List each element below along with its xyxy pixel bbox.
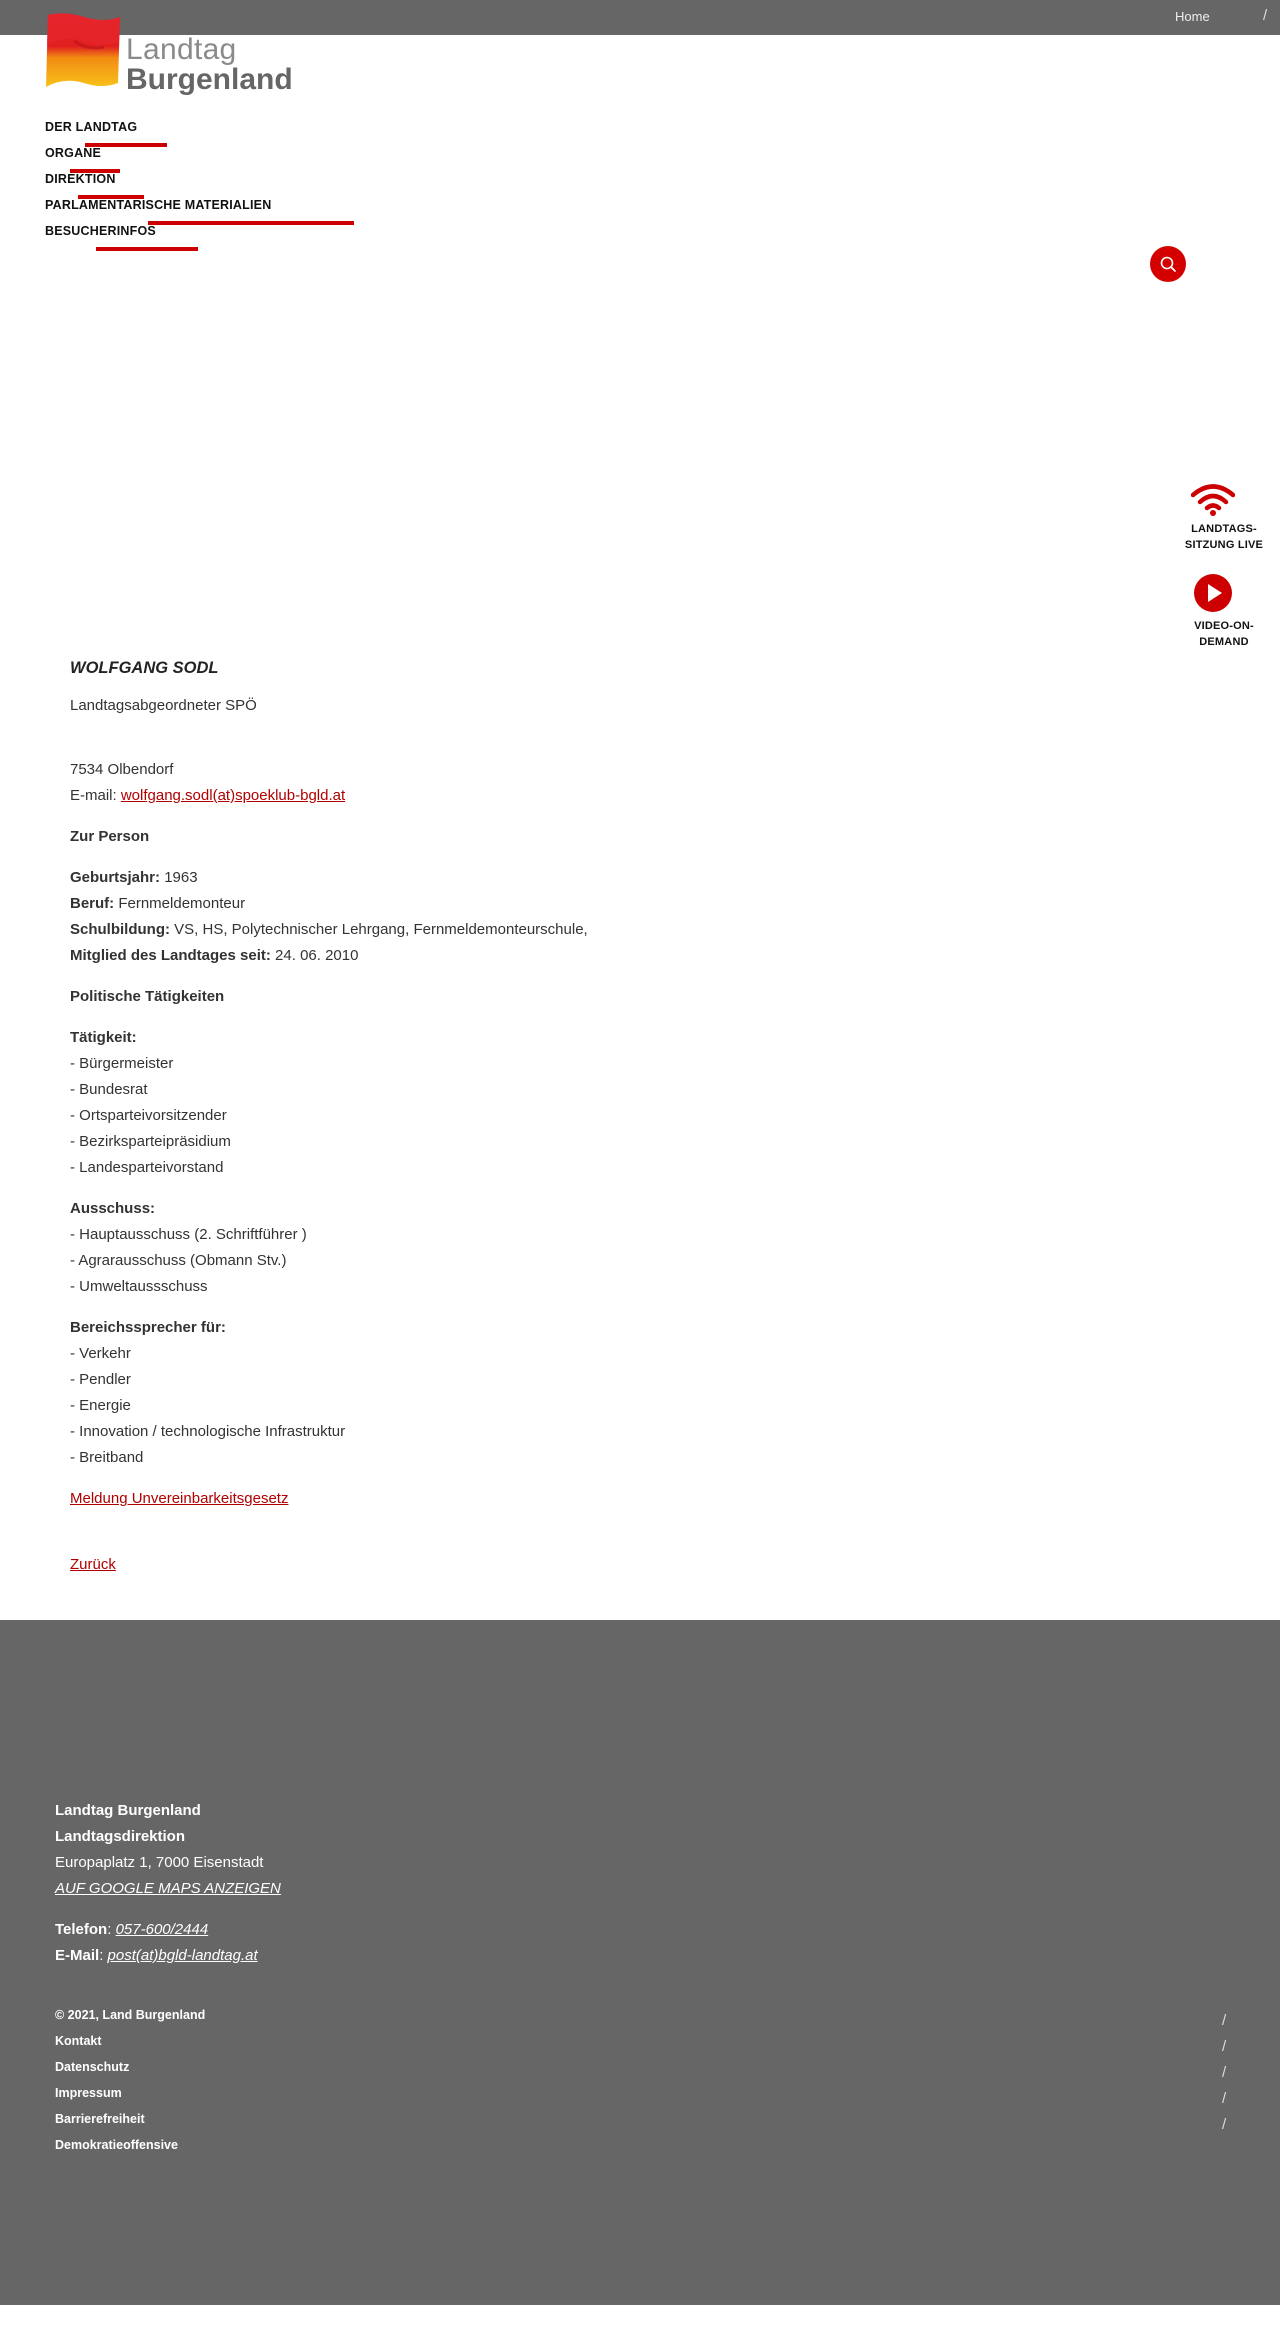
- taetigkeit-label: Tätigkeit:: [70, 1029, 137, 1046]
- sprecher-list: [70, 1315, 970, 1471]
- footer-separator: /: [1222, 2012, 1227, 2029]
- email-link[interactable]: wolfgang.sodl(at)spoeklub-bgld.at: [120, 787, 346, 804]
- birth-value: 1963: [164, 869, 198, 886]
- list-item: - Breitband: [70, 1449, 144, 1466]
- footer-separator: /: [1222, 2116, 1227, 2133]
- footer-separator: /: [1222, 2038, 1227, 2055]
- footer-link-demokratieoffensive[interactable]: Demokratieoffensive: [55, 2138, 178, 2152]
- list-item: - Hauptausschuss (2. Schriftführer ): [70, 1226, 307, 1243]
- member-since-value: 24. 06. 2010: [275, 947, 359, 964]
- livestream-link[interactable]: [1174, 482, 1274, 553]
- nav-item-organe[interactable]: [45, 146, 445, 172]
- footer-link-barrierefreiheit[interactable]: Barrierefreiheit: [55, 2112, 145, 2126]
- footer-org-name: Landtag Burgenland: [55, 1802, 201, 1819]
- breadcrumb-separator: /: [1263, 7, 1268, 24]
- list-item: - Bundesrat: [70, 1081, 148, 1098]
- logo-text-burgenland: Burgenland: [126, 63, 293, 96]
- wifi-icon: [1191, 482, 1235, 516]
- nav-item-direktion[interactable]: [45, 172, 445, 198]
- play-icon: [1193, 573, 1233, 613]
- footer-separator: /: [1222, 2064, 1227, 2081]
- footer: [0, 1620, 1280, 2305]
- list-item: - Umweltaussschuss: [70, 1278, 208, 1295]
- mail-link[interactable]: post(at)bgld-landtag.at: [107, 1947, 258, 1964]
- list-item: - Pendler: [70, 1371, 131, 1388]
- nav-item-label: ORGANE: [45, 146, 102, 160]
- person-role: Landtagsabgeordneter SPÖ: [70, 697, 257, 714]
- email-label: E-mail:: [70, 787, 117, 804]
- ausschuss-label: Ausschuss:: [70, 1200, 156, 1217]
- livestream-label-1: LANDTAGS-: [1191, 523, 1257, 535]
- footer-street: Europaplatz 1, 7000 Eisenstadt: [55, 1854, 264, 1871]
- job-label: Beruf:: [70, 895, 115, 912]
- person-name: WOLFGANG SODL: [70, 659, 219, 677]
- taetigkeit-list: [70, 1025, 970, 1181]
- video-on-demand-link[interactable]: [1174, 573, 1274, 650]
- back-paragraph: [70, 1552, 970, 1578]
- list-item: - Innovation / technologische Infrastruktur: [70, 1423, 346, 1440]
- list-item: - Energie: [70, 1397, 131, 1414]
- footer-org-department: Landtagsdirektion: [55, 1828, 186, 1845]
- person-facts: [70, 865, 970, 969]
- person-address: 7534 Olbendorf: [70, 761, 174, 778]
- member-since-label: Mitglied des Landtages seit:: [70, 947, 271, 964]
- meldung-paragraph: [70, 1486, 970, 1512]
- site-logo[interactable]: [44, 11, 293, 101]
- list-item: - Verkehr: [70, 1345, 131, 1362]
- flag-logo-icon: [44, 11, 122, 91]
- section-zur-person: Zur Person: [70, 828, 150, 845]
- nav-item-label: BESUCHERINFOS: [45, 224, 156, 238]
- search-icon: [1159, 255, 1177, 273]
- vod-label-1: VIDEO-ON-: [1194, 620, 1254, 632]
- google-maps-link[interactable]: AUF GOOGLE MAPS ANZEIGEN: [55, 1880, 281, 1897]
- main-content: [70, 655, 970, 1593]
- sprecher-label: Bereichssprecher für:: [70, 1319, 226, 1336]
- list-item: - Agrarausschuss (Obmann Stv.): [70, 1252, 287, 1269]
- section-politische-taetigkeiten: Politische Tätigkeiten: [70, 988, 225, 1005]
- nav-underline: [96, 247, 198, 251]
- footer-link-kontakt[interactable]: Kontakt: [55, 2034, 102, 2048]
- livestream-label-2: SITZUNG LIVE: [1184, 539, 1264, 551]
- nav-item-label: PARLAMENTARISCHE MATERIALIEN: [45, 198, 272, 212]
- phone-link[interactable]: 057-600/2444: [115, 1921, 209, 1938]
- vod-label-2: DEMAND: [1199, 636, 1249, 648]
- copyright: © 2021, Land Burgenland: [55, 2008, 206, 2022]
- meldung-unvereinbarkeitsgesetz-link[interactable]: Meldung Unvereinbarkeitsgesetz: [70, 1490, 289, 1507]
- footer-address: Landtag Burgenland Landtagsdirektion Europaplatz 1, 7000 Eisenstadt AUF GOOGLE MAPS ANZEIGEN Telefon: 057-600/2444 E-Mail: post(at)bgld-landtag.at: [55, 1802, 281, 1964]
- footer-link-datenschutz[interactable]: Datenschutz: [55, 2060, 130, 2074]
- home-link[interactable]: Home: [1175, 9, 1210, 24]
- school-label: Schulbildung:: [70, 921, 170, 938]
- search-button[interactable]: [1150, 246, 1186, 282]
- footer-separator: /: [1222, 2090, 1227, 2107]
- contact-block: [70, 757, 970, 809]
- list-item: - Landesparteivorstand: [70, 1159, 224, 1176]
- nav-item-der-landtag[interactable]: [45, 120, 445, 146]
- back-link[interactable]: Zurück: [70, 1556, 116, 1573]
- ausschuss-list: [70, 1196, 970, 1300]
- list-item: - Bürgermeister: [70, 1055, 174, 1072]
- footer-separators: [1222, 2008, 1226, 2138]
- main-navigation: [45, 120, 445, 250]
- nav-item-besucherinfos[interactable]: [45, 224, 445, 250]
- footer-links: [55, 2002, 205, 2158]
- job-value: Fernmeldemonteur: [118, 895, 246, 912]
- phone-label: Telefon: [55, 1921, 108, 1938]
- mail-label: E-Mail: [55, 1947, 100, 1964]
- birth-label: Geburtsjahr:: [70, 869, 161, 886]
- footer-link-impressum[interactable]: Impressum: [55, 2086, 122, 2100]
- list-item: - Bezirksparteipräsidium: [70, 1133, 231, 1150]
- nav-item-label: DER LANDTAG: [45, 120, 138, 134]
- list-item: - Ortsparteivorsitzender: [70, 1107, 227, 1124]
- nav-item-parlamentarische-materialien[interactable]: [45, 198, 445, 224]
- logo-text-landtag: Landtag: [126, 33, 237, 66]
- nav-item-label: DIREKTION: [45, 172, 116, 186]
- spacer: [55, 1902, 281, 1917]
- school-value: VS, HS, Polytechnischer Lehrgang, Fernmeldemonteurschule,: [174, 921, 588, 938]
